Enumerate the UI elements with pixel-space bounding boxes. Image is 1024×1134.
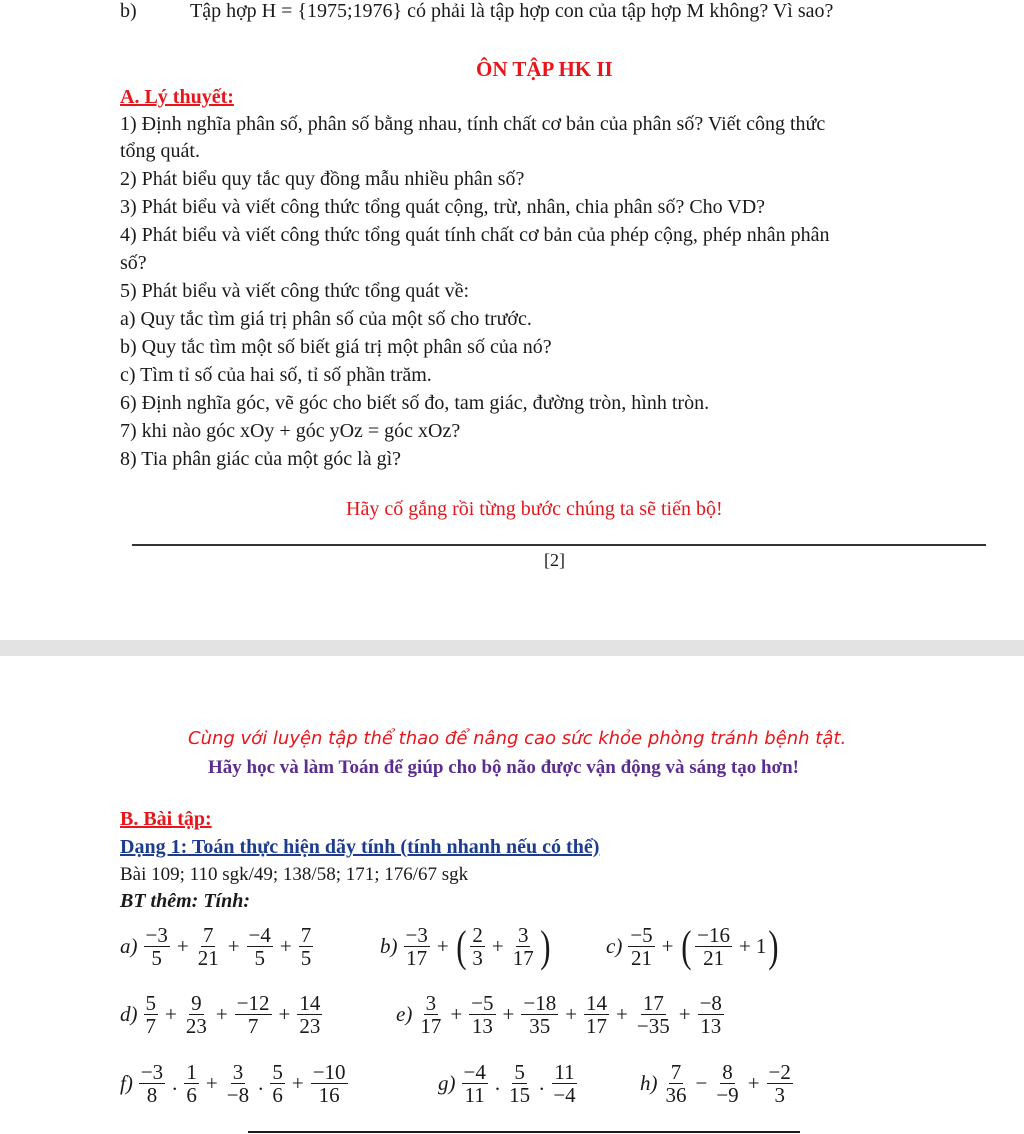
fraction-b-1-denominator: 3 xyxy=(472,946,483,971)
fraction-g-2 xyxy=(551,1061,577,1106)
operator-f-0: . xyxy=(172,1071,178,1096)
theory-item-8: 8) Tia phân giác của một góc là gì? xyxy=(120,448,402,470)
expression-a xyxy=(120,924,315,969)
expression-d xyxy=(120,992,324,1037)
operator-c-tail: + xyxy=(739,934,751,959)
fraction-e-2 xyxy=(521,992,558,1037)
theory-item-4: 4) Phát biểu và viết công thức tổng quát tính chất cơ bản của phép cộng, phép nhân phân xyxy=(120,224,830,246)
fraction-e-2-denominator: 35 xyxy=(529,1014,551,1039)
fraction-g-0-denominator: 11 xyxy=(464,1083,485,1108)
fraction-e-3 xyxy=(584,992,609,1037)
operator-h-1: + xyxy=(747,1071,760,1096)
fraction-b-1-numerator: 2 xyxy=(472,923,483,947)
fraction-a-1-numerator: 7 xyxy=(202,923,214,947)
fraction-e-3-numerator: 14 xyxy=(586,991,608,1015)
operator-g-0: . xyxy=(494,1071,501,1096)
fraction-g-0 xyxy=(462,1061,488,1106)
fraction-h-0 xyxy=(664,1061,689,1106)
expression-label-d: d) xyxy=(120,1002,138,1027)
fraction-f-4-numerator: −10 xyxy=(312,1060,346,1084)
fraction-e-4-numerator: 17 xyxy=(642,991,664,1015)
fraction-a-3-numerator: 7 xyxy=(300,923,312,947)
operator-a-2: + xyxy=(279,934,292,959)
theory-item-1-cont: tổng quát. xyxy=(120,140,200,162)
expression-e xyxy=(396,992,726,1037)
fraction-d-0 xyxy=(144,992,159,1037)
footer-rule xyxy=(132,544,986,546)
paren-open-b: ( xyxy=(455,921,467,971)
fraction-a-1-denominator: 21 xyxy=(197,946,219,971)
fraction-e-1-numerator: −5 xyxy=(471,991,494,1015)
fraction-b-0 xyxy=(404,924,430,969)
expression-c xyxy=(606,921,781,971)
fraction-e-5 xyxy=(698,992,724,1037)
fraction-d-1-denominator: 23 xyxy=(185,1014,207,1039)
fraction-a-1 xyxy=(196,924,221,969)
theory-item-6: 6) Định nghĩa góc, vẽ góc cho biết số đo, tam giác, đường tròn, hình tròn. xyxy=(120,392,710,414)
fraction-h-1-denominator: −9 xyxy=(716,1083,739,1108)
section-a-heading: A. Lý thuyết: xyxy=(120,86,234,108)
operator-g-1: . xyxy=(539,1071,545,1096)
motto-text: Hãy cố gắng rồi từng bước chúng ta sẽ tiến bộ! xyxy=(346,498,723,520)
fraction-g-2-numerator: 11 xyxy=(554,1060,575,1084)
fraction-b-2-numerator: 3 xyxy=(517,923,529,947)
fraction-e-1-denominator: 13 xyxy=(471,1014,493,1039)
extra-exercise-heading: BT thêm: Tính: xyxy=(120,890,251,912)
fraction-d-2-numerator: −12 xyxy=(236,991,270,1015)
operator-f-2: . xyxy=(258,1071,264,1096)
fraction-e-4 xyxy=(635,992,672,1037)
fraction-c-0-numerator: −5 xyxy=(630,923,653,947)
operator-a-0: + xyxy=(176,934,189,959)
paren-open-c: ( xyxy=(680,921,691,971)
expression-label-a: a) xyxy=(120,934,138,959)
exercise-refs: Bài 109; 110 sgk/49; 138/58; 171; 176/67 sgk xyxy=(120,864,469,885)
expression-label-e: e) xyxy=(396,1002,413,1027)
fraction-b-1 xyxy=(470,924,485,969)
fraction-e-0-denominator: 17 xyxy=(420,1014,442,1039)
expression-label-g: g) xyxy=(438,1071,456,1096)
operator-h-0: − xyxy=(695,1071,708,1096)
fraction-e-0-numerator: 3 xyxy=(425,991,437,1015)
operator-e-1: + xyxy=(502,1002,515,1027)
document-page-2 xyxy=(0,656,1024,1134)
fraction-f-4-denominator: 16 xyxy=(318,1083,340,1108)
fraction-d-2-denominator: 7 xyxy=(247,1014,259,1039)
page-title: ÔN TẬP HK II xyxy=(476,57,613,81)
expression-g xyxy=(438,1061,580,1106)
fraction-b-0-numerator: −3 xyxy=(405,923,428,947)
fraction-d-1-numerator: 9 xyxy=(191,991,202,1015)
fraction-a-0 xyxy=(144,924,170,969)
fraction-f-2-denominator: −8 xyxy=(226,1083,250,1108)
fraction-d-0-numerator: 5 xyxy=(145,991,156,1015)
top-line-text: Tập hợp H = {1975;1976} có phải là tập hợp con của tập hợp M không? Vì sao? xyxy=(190,0,834,22)
fraction-h-2-denominator: 3 xyxy=(774,1083,785,1108)
theory-item-3: 3) Phát biểu và viết công thức tổng quát cộng, trừ, nhân, chia phân số? Cho VD? xyxy=(120,196,766,218)
theory-item-4-cont: số? xyxy=(120,252,147,274)
operator-d-2: + xyxy=(278,1002,291,1027)
operator-a-1: + xyxy=(227,934,240,959)
fraction-e-3-denominator: 17 xyxy=(586,1014,608,1039)
fraction-f-4 xyxy=(311,1061,348,1106)
fraction-a-0-denominator: 5 xyxy=(151,946,162,971)
fraction-h-1 xyxy=(714,1061,740,1106)
theory-item-5: 5) Phát biểu và viết công thức tổng quát về: xyxy=(120,280,470,302)
fraction-f-1 xyxy=(184,1061,199,1106)
fraction-g-1-numerator: 5 xyxy=(514,1060,525,1084)
theory-item-5c: c) Tìm tỉ số của hai số, tỉ số phần trăm. xyxy=(120,364,432,386)
fraction-g-1-denominator: 15 xyxy=(509,1083,531,1108)
fraction-e-0 xyxy=(418,992,443,1037)
fraction-a-2-denominator: 5 xyxy=(254,946,265,971)
fraction-b-2 xyxy=(511,924,536,969)
paren-close-c: ) xyxy=(768,921,779,971)
expression-h xyxy=(640,1061,795,1106)
fraction-d-3 xyxy=(297,992,322,1037)
fraction-f-1-numerator: 1 xyxy=(186,1060,197,1084)
fraction-a-2 xyxy=(247,924,273,969)
fraction-b-0-denominator: 17 xyxy=(406,946,428,971)
operator-e-0: + xyxy=(450,1002,463,1027)
operator-d-0: + xyxy=(165,1002,177,1027)
fraction-c-0 xyxy=(628,924,654,969)
bottom-rule xyxy=(248,1131,800,1133)
operator-d-1: + xyxy=(215,1002,228,1027)
operator-e-4: + xyxy=(678,1002,691,1027)
fraction-e-1 xyxy=(469,992,495,1037)
fraction-d-3-numerator: 14 xyxy=(299,991,321,1015)
fraction-c-1-denominator: 21 xyxy=(703,946,725,971)
fraction-h-0-numerator: 7 xyxy=(670,1060,682,1084)
quote-line-2: Hãy học và làm Toán để giúp cho bộ não được vận động và sáng tạo hơn! xyxy=(208,757,799,778)
theory-item-1: 1) Định nghĩa phân số, phân số bằng nhau, tính chất cơ bản của phân số? Viết công thức xyxy=(120,113,826,135)
fraction-h-1-numerator: 8 xyxy=(722,1060,733,1084)
operator-b-1: + xyxy=(491,934,504,959)
fraction-e-5-denominator: 13 xyxy=(700,1014,722,1039)
fraction-g-1 xyxy=(507,1061,532,1106)
operator-f-1: + xyxy=(205,1071,218,1096)
fraction-d-3-denominator: 23 xyxy=(299,1014,321,1039)
fraction-b-2-denominator: 17 xyxy=(512,946,534,971)
theory-item-2: 2) Phát biểu quy tắc quy đồng mẫu nhiều phân số? xyxy=(120,168,525,190)
quote-line-1: Cùng với luyện tập thể thao để nâng cao sức khỏe phòng tránh bệnh tật. xyxy=(188,728,847,749)
fraction-c-1 xyxy=(695,924,732,969)
fraction-f-0 xyxy=(139,1061,165,1106)
top-line-label: b) xyxy=(120,0,137,22)
operator-b-0: + xyxy=(436,934,449,959)
fraction-f-0-numerator: −3 xyxy=(140,1060,164,1084)
expression-label-h: h) xyxy=(640,1071,658,1096)
fraction-e-4-denominator: −35 xyxy=(636,1014,670,1039)
fraction-f-3-denominator: 6 xyxy=(272,1083,283,1108)
fraction-h-2 xyxy=(767,1061,793,1106)
fraction-g-2-denominator: −4 xyxy=(553,1083,576,1108)
fraction-g-0-numerator: −4 xyxy=(463,1060,486,1084)
fraction-a-3-denominator: 5 xyxy=(300,946,312,971)
expression-label-f: f) xyxy=(120,1071,133,1096)
fraction-f-2-numerator: 3 xyxy=(232,1060,244,1084)
fraction-f-2 xyxy=(225,1061,251,1106)
operator-e-3: + xyxy=(616,1002,628,1027)
fraction-h-2-numerator: −2 xyxy=(768,1060,791,1084)
page-gap xyxy=(0,640,1024,656)
fraction-d-0-denominator: 7 xyxy=(145,1014,156,1039)
dang-1-heading: Dạng 1: Toán thực hiện dãy tính (tính nhanh nếu có thể) xyxy=(120,836,600,858)
theory-item-7: 7) khi nào góc xOy + góc yOz = góc xOz? xyxy=(120,420,461,442)
fraction-c-0-denominator: 21 xyxy=(631,946,652,971)
expression-f xyxy=(120,1061,350,1106)
fraction-f-1-denominator: 6 xyxy=(186,1083,197,1108)
fraction-f-3 xyxy=(270,1061,285,1106)
fraction-h-0-denominator: 36 xyxy=(665,1083,687,1108)
operator-f-3: + xyxy=(291,1071,304,1096)
fraction-e-5-numerator: −8 xyxy=(699,991,722,1015)
fraction-d-2 xyxy=(235,992,272,1037)
operator-e-2: + xyxy=(565,1002,578,1027)
theory-item-5a: a) Quy tắc tìm giá trị phân số của một số cho trước. xyxy=(120,308,532,330)
constant-c: 1 xyxy=(755,934,767,959)
expression-label-c: c) xyxy=(606,934,623,959)
fraction-e-2-numerator: −18 xyxy=(523,991,557,1015)
paren-close-b: ) xyxy=(539,921,551,971)
section-b-heading: B. Bài tập: xyxy=(120,808,212,830)
fraction-c-1-numerator: −16 xyxy=(697,923,731,947)
fraction-a-2-numerator: −4 xyxy=(248,923,271,947)
fraction-f-3-numerator: 5 xyxy=(272,1060,283,1084)
fraction-a-3 xyxy=(299,924,314,969)
fraction-d-1 xyxy=(184,992,209,1037)
fraction-a-0-numerator: −3 xyxy=(145,923,168,947)
operator-c-0: + xyxy=(661,934,674,959)
theory-item-5b: b) Quy tắc tìm một số biết giá trị một phân số của nó? xyxy=(120,336,552,358)
page-number: [2] xyxy=(544,550,565,570)
expression-label-b: b) xyxy=(380,934,398,959)
expression-b xyxy=(380,921,552,971)
fraction-f-0-denominator: 8 xyxy=(146,1083,158,1108)
